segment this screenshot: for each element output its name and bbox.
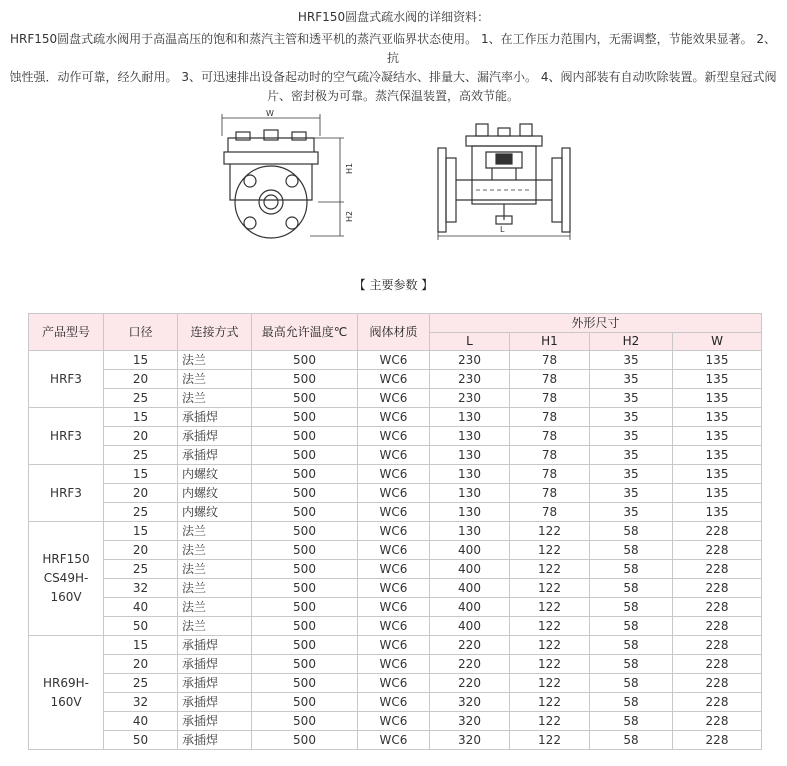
material-cell: WC6 xyxy=(358,636,430,655)
max-temp-cell: 500 xyxy=(252,579,358,598)
max-temp-cell: 500 xyxy=(252,408,358,427)
connection-cell: 承插焊 xyxy=(178,636,252,655)
dim-h1-cell: 78 xyxy=(510,503,590,522)
table-row xyxy=(29,465,762,484)
material-cell: WC6 xyxy=(358,541,430,560)
dim-w-cell: 228 xyxy=(673,598,762,617)
dim-l-cell: 220 xyxy=(430,655,510,674)
bore-cell: 32 xyxy=(104,579,178,598)
header-connection: 连接方式 xyxy=(178,314,252,351)
bore-cell: 15 xyxy=(104,636,178,655)
bore-cell: 32 xyxy=(104,693,178,712)
material-cell: WC6 xyxy=(358,503,430,522)
connection-cell: 承插焊 xyxy=(178,712,252,731)
dim-l-cell: 320 xyxy=(430,712,510,731)
material-cell: WC6 xyxy=(358,427,430,446)
dim-h2-cell: 58 xyxy=(590,560,673,579)
dim-w-cell: 135 xyxy=(673,484,762,503)
dim-h1-cell: 78 xyxy=(510,389,590,408)
bore-cell: 25 xyxy=(104,674,178,693)
dim-h1-cell: 122 xyxy=(510,731,590,750)
material-cell: WC6 xyxy=(358,598,430,617)
connection-cell: 法兰 xyxy=(178,522,252,541)
max-temp-cell: 500 xyxy=(252,541,358,560)
header-model: 产品型号 xyxy=(29,314,104,351)
bore-cell: 20 xyxy=(104,370,178,389)
dim-w-cell: 135 xyxy=(673,446,762,465)
dim-h1-cell: 78 xyxy=(510,465,590,484)
valve-drawings xyxy=(210,108,590,243)
table-row xyxy=(29,370,762,389)
max-temp-cell: 500 xyxy=(252,370,358,389)
connection-cell: 法兰 xyxy=(178,560,252,579)
dim-l-cell: 130 xyxy=(430,408,510,427)
dim-h2-cell: 58 xyxy=(590,541,673,560)
dim-h1-cell: 78 xyxy=(510,484,590,503)
dim-h2-cell: 58 xyxy=(590,731,673,750)
table-row xyxy=(29,617,762,636)
max-temp-cell: 500 xyxy=(252,351,358,370)
material-cell: WC6 xyxy=(358,731,430,750)
max-temp-cell: 500 xyxy=(252,598,358,617)
material-cell: WC6 xyxy=(358,484,430,503)
bore-cell: 15 xyxy=(104,465,178,484)
spec-table xyxy=(28,313,762,750)
dim-h1-cell: 78 xyxy=(510,427,590,446)
material-cell: WC6 xyxy=(358,465,430,484)
dim-h2-cell: 35 xyxy=(590,351,673,370)
bore-cell: 20 xyxy=(104,427,178,446)
connection-cell: 法兰 xyxy=(178,370,252,389)
dim-w-cell: 135 xyxy=(673,465,762,484)
dim-h2-cell: 35 xyxy=(590,465,673,484)
max-temp-cell: 500 xyxy=(252,389,358,408)
dim-h1-cell: 122 xyxy=(510,655,590,674)
dim-h2-cell: 58 xyxy=(590,674,673,693)
dim-h2-cell: 58 xyxy=(590,636,673,655)
description-line: 蚀性强．动作可靠，经久耐用。 3、可迅速排出设备起动时的空气疏冷凝结水、排量大、漏汽率小。 4、阀内部装有自动吹除装置。新型皇冠式阀 xyxy=(9,70,777,84)
dim-l-cell: 400 xyxy=(430,598,510,617)
dim-w-cell: 228 xyxy=(673,636,762,655)
header-bore: 口径 xyxy=(104,314,178,351)
table-row xyxy=(29,522,762,541)
dim-h2-cell: 58 xyxy=(590,522,673,541)
bore-cell: 20 xyxy=(104,484,178,503)
dim-h2-cell: 58 xyxy=(590,655,673,674)
max-temp-cell: 500 xyxy=(252,731,358,750)
dim-h2-cell: 35 xyxy=(590,370,673,389)
dim-h2-cell: 58 xyxy=(590,617,673,636)
table-row xyxy=(29,636,762,655)
table-row xyxy=(29,484,762,503)
description-line: HRF150圆盘式疏水阀用于高温高压的饱和和蒸汽主管和透平机的蒸汽亚临界状态使用。 1、在工作压力范围内，无需调整，节能效果显著。 2、抗 xyxy=(9,32,777,65)
spec-table-body xyxy=(29,351,762,750)
max-temp-cell: 500 xyxy=(252,522,358,541)
connection-cell: 内螺纹 xyxy=(178,503,252,522)
connection-cell: 承插焊 xyxy=(178,408,252,427)
connection-cell: 法兰 xyxy=(178,389,252,408)
table-row xyxy=(29,427,762,446)
material-cell: WC6 xyxy=(358,389,430,408)
dim-w-cell: 228 xyxy=(673,731,762,750)
header-max-temp: 最高允许温度℃ xyxy=(252,314,358,351)
table-row xyxy=(29,446,762,465)
dim-h1-cell: 122 xyxy=(510,712,590,731)
bore-cell: 50 xyxy=(104,617,178,636)
dim-w-cell: 228 xyxy=(673,712,762,731)
max-temp-cell: 500 xyxy=(252,636,358,655)
page-title: HRF150圆盘式疏水阀的详细资料： xyxy=(297,10,490,24)
table-row xyxy=(29,541,762,560)
bore-cell: 25 xyxy=(104,560,178,579)
dim-l-cell: 230 xyxy=(430,389,510,408)
max-temp-cell: 500 xyxy=(252,503,358,522)
max-temp-cell: 500 xyxy=(252,712,358,731)
table-row xyxy=(29,655,762,674)
material-cell: WC6 xyxy=(358,560,430,579)
dim-w-cell: 228 xyxy=(673,617,762,636)
dim-h2-cell: 35 xyxy=(590,427,673,446)
material-cell: WC6 xyxy=(358,351,430,370)
connection-cell: 承插焊 xyxy=(178,674,252,693)
connection-cell: 法兰 xyxy=(178,617,252,636)
table-row xyxy=(29,674,762,693)
dim-l-cell: 400 xyxy=(430,541,510,560)
table-row xyxy=(29,408,762,427)
dim-l-cell: 130 xyxy=(430,427,510,446)
dim-h1-cell: 122 xyxy=(510,617,590,636)
valve-drawing-svg xyxy=(210,108,590,243)
connection-cell: 承插焊 xyxy=(178,693,252,712)
dim-w-cell: 135 xyxy=(673,351,762,370)
dim-h2-cell: 35 xyxy=(590,484,673,503)
material-cell: WC6 xyxy=(358,693,430,712)
table-row xyxy=(29,693,762,712)
dim-l-cell: 220 xyxy=(430,636,510,655)
dim-h2-cell: 35 xyxy=(590,408,673,427)
dim-w-cell: 228 xyxy=(673,541,762,560)
dim-w-cell: 135 xyxy=(673,408,762,427)
dim-label-h1: H1 xyxy=(345,162,354,174)
dim-h1-cell: 78 xyxy=(510,408,590,427)
table-row xyxy=(29,389,762,408)
max-temp-cell: 500 xyxy=(252,674,358,693)
dim-h2-cell: 58 xyxy=(590,693,673,712)
dim-h2-cell: 35 xyxy=(590,389,673,408)
dim-l-cell: 230 xyxy=(430,370,510,389)
material-cell: WC6 xyxy=(358,617,430,636)
bore-cell: 25 xyxy=(104,446,178,465)
product-description xyxy=(4,30,782,106)
dim-h2-cell: 35 xyxy=(590,503,673,522)
connection-cell: 承插焊 xyxy=(178,427,252,446)
header-l: L xyxy=(430,333,510,351)
dim-w-cell: 228 xyxy=(673,655,762,674)
dim-h1-cell: 122 xyxy=(510,560,590,579)
dim-l-cell: 130 xyxy=(430,465,510,484)
description-line: 片、密封极为可靠。蒸汽保温装置，高效节能。 xyxy=(266,89,519,103)
bore-cell: 20 xyxy=(104,541,178,560)
section-view-drawing xyxy=(438,124,570,240)
table-row xyxy=(29,351,762,370)
dim-w-cell: 228 xyxy=(673,674,762,693)
material-cell: WC6 xyxy=(358,655,430,674)
dim-l-cell: 400 xyxy=(430,579,510,598)
dim-h2-cell: 58 xyxy=(590,712,673,731)
dim-h1-cell: 122 xyxy=(510,693,590,712)
dim-l-cell: 130 xyxy=(430,522,510,541)
max-temp-cell: 500 xyxy=(252,427,358,446)
connection-cell: 承插焊 xyxy=(178,446,252,465)
table-row xyxy=(29,598,762,617)
dim-w-cell: 228 xyxy=(673,579,762,598)
connection-cell: 承插焊 xyxy=(178,655,252,674)
table-row xyxy=(29,503,762,522)
bore-cell: 25 xyxy=(104,503,178,522)
material-cell: WC6 xyxy=(358,674,430,693)
bore-cell: 40 xyxy=(104,598,178,617)
bore-cell: 50 xyxy=(104,731,178,750)
dim-h1-cell: 78 xyxy=(510,446,590,465)
front-view-drawing xyxy=(222,114,344,238)
material-cell: WC6 xyxy=(358,370,430,389)
connection-cell: 内螺纹 xyxy=(178,484,252,503)
dim-h1-cell: 122 xyxy=(510,636,590,655)
dim-h1-cell: 78 xyxy=(510,351,590,370)
dim-label-h2: H2 xyxy=(345,210,354,222)
max-temp-cell: 500 xyxy=(252,617,358,636)
dim-h1-cell: 122 xyxy=(510,598,590,617)
model-cell: HRF3 xyxy=(29,351,104,408)
connection-cell: 法兰 xyxy=(178,351,252,370)
material-cell: WC6 xyxy=(358,408,430,427)
dim-l-cell: 320 xyxy=(430,731,510,750)
max-temp-cell: 500 xyxy=(252,446,358,465)
dim-w-cell: 135 xyxy=(673,370,762,389)
dim-l-cell: 230 xyxy=(430,351,510,370)
dim-l-cell: 220 xyxy=(430,674,510,693)
bore-cell: 20 xyxy=(104,655,178,674)
dim-h1-cell: 122 xyxy=(510,541,590,560)
model-cell: HRF3 xyxy=(29,408,104,465)
dim-h1-cell: 78 xyxy=(510,370,590,389)
header-material: 阀体材质 xyxy=(358,314,430,351)
dim-l-cell: 320 xyxy=(430,693,510,712)
connection-cell: 承插焊 xyxy=(178,731,252,750)
dim-w-cell: 228 xyxy=(673,693,762,712)
dim-l-cell: 400 xyxy=(430,560,510,579)
dim-l-cell: 130 xyxy=(430,446,510,465)
table-row xyxy=(29,560,762,579)
material-cell: WC6 xyxy=(358,579,430,598)
bore-cell: 15 xyxy=(104,351,178,370)
max-temp-cell: 500 xyxy=(252,560,358,579)
dim-h2-cell: 35 xyxy=(590,446,673,465)
material-cell: WC6 xyxy=(358,712,430,731)
dim-label-l: L xyxy=(500,225,505,234)
dim-w-cell: 228 xyxy=(673,560,762,579)
bore-cell: 15 xyxy=(104,408,178,427)
table-row xyxy=(29,579,762,598)
dim-h1-cell: 122 xyxy=(510,579,590,598)
header-h1: H1 xyxy=(510,333,590,351)
table-row xyxy=(29,731,762,750)
dim-h2-cell: 58 xyxy=(590,598,673,617)
max-temp-cell: 500 xyxy=(252,465,358,484)
bore-cell: 15 xyxy=(104,522,178,541)
dim-w-cell: 135 xyxy=(673,427,762,446)
material-cell: WC6 xyxy=(358,522,430,541)
model-cell: HRF3 xyxy=(29,465,104,522)
dim-w-cell: 135 xyxy=(673,503,762,522)
header-w: W xyxy=(673,333,762,351)
dim-l-cell: 130 xyxy=(430,503,510,522)
dim-h1-cell: 122 xyxy=(510,522,590,541)
connection-cell: 法兰 xyxy=(178,598,252,617)
model-cell: HRF150 CS49H-160V xyxy=(29,522,104,636)
table-row xyxy=(29,712,762,731)
connection-cell: 法兰 xyxy=(178,541,252,560)
header-h2: H2 xyxy=(590,333,673,351)
dim-w-cell: 135 xyxy=(673,389,762,408)
connection-cell: 法兰 xyxy=(178,579,252,598)
params-heading: 【 主要参数 】 xyxy=(353,278,434,292)
model-cell: HR69H-160V xyxy=(29,636,104,750)
max-temp-cell: 500 xyxy=(252,655,358,674)
dim-l-cell: 130 xyxy=(430,484,510,503)
max-temp-cell: 500 xyxy=(252,693,358,712)
dim-l-cell: 400 xyxy=(430,617,510,636)
connection-cell: 内螺纹 xyxy=(178,465,252,484)
material-cell: WC6 xyxy=(358,446,430,465)
dim-h2-cell: 58 xyxy=(590,579,673,598)
dim-label-w: W xyxy=(266,109,274,118)
max-temp-cell: 500 xyxy=(252,484,358,503)
dim-w-cell: 228 xyxy=(673,522,762,541)
header-dims: 外形尺寸 xyxy=(430,314,762,333)
dim-h1-cell: 122 xyxy=(510,674,590,693)
bore-cell: 25 xyxy=(104,389,178,408)
bore-cell: 40 xyxy=(104,712,178,731)
